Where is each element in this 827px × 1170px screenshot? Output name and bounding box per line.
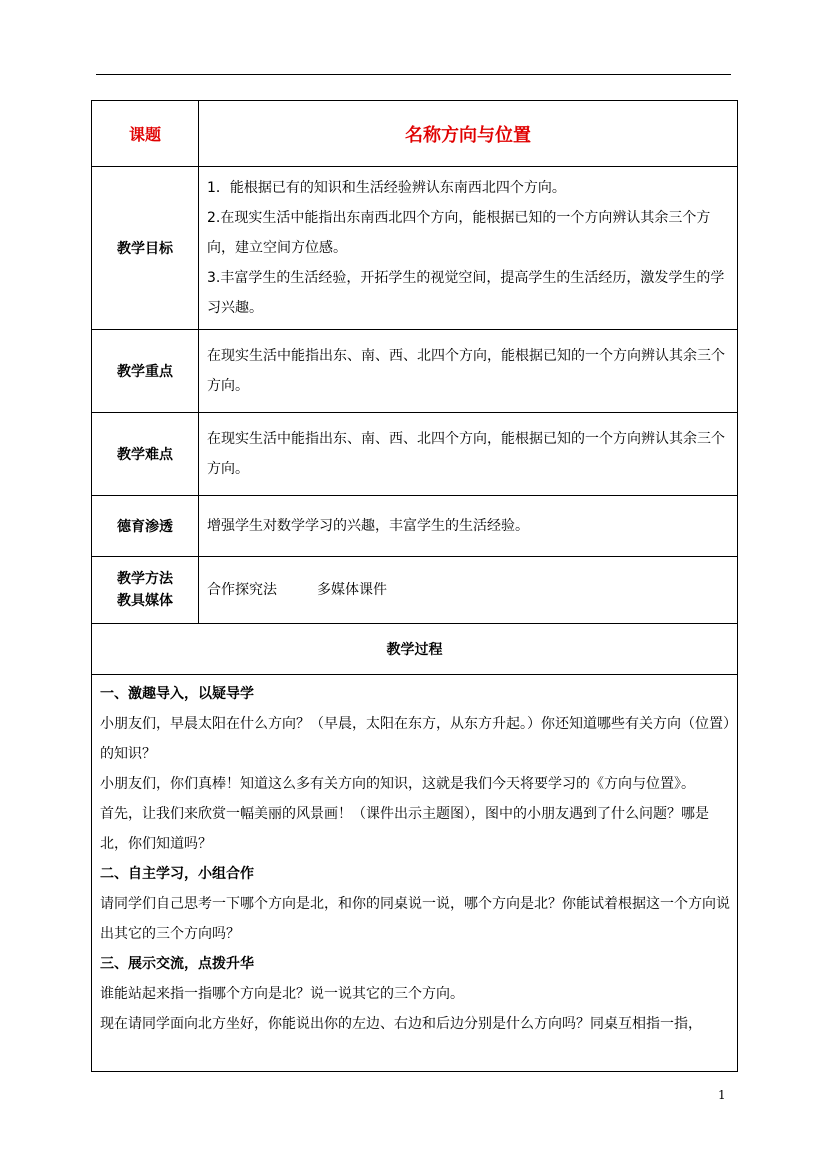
method-label: 教学方法 xyxy=(117,571,173,587)
goals-label: 教学目标 xyxy=(92,167,199,330)
goal-item: 1．能根据已有的知识和生活经验辨认东南西北四个方向。 xyxy=(207,180,566,196)
section-title: 三、展示交流，点拨升华 xyxy=(100,956,254,972)
goals-cell xyxy=(199,167,738,330)
paragraph: 现在请同学面向北方坐好，你能说出你的左边、右边和后边分别是什么方向吗？同桌互相指一指， xyxy=(100,1016,702,1032)
lesson-title: 名称方向与位置 xyxy=(199,101,738,167)
difficulty-text: 在现实生活中能指出东、南、西、北四个方向，能根据已知的一个方向辨认其余三个方向。 xyxy=(207,431,725,477)
media-text: 多媒体课件 xyxy=(317,582,387,598)
moral-label: 德育渗透 xyxy=(92,496,199,557)
paragraph: 首先，让我们来欣赏一幅美丽的风景画！（课件出示主题图），图中的小朋友遇到了什么问题？哪是北，你们知道吗？ xyxy=(100,806,709,852)
section-title: 二、自主学习，小组合作 xyxy=(100,866,254,882)
paragraph: 请同学们自己思考一下哪个方向是北，和你的同桌说一说，哪个方向是北？你能试着根据这一个方向说出其它的三个方向吗？ xyxy=(100,896,730,942)
goal-item: 2.在现实生活中能指出东南西北四个方向，能根据已知的一个方向辨认其余三个方向，建立空间方位感。 xyxy=(207,210,711,256)
method-label-cell xyxy=(92,557,199,624)
header-rule xyxy=(96,74,731,75)
paragraph: 小朋友们，你们真棒！知道这么多有关方向的知识，这就是我们今天将要学习的《方向与位置》。 xyxy=(100,776,695,792)
paragraph: 小朋友们，早晨太阳在什么方向？（早晨，太阳在东方，从东方升起。）你还知道哪些有关方向（位置）的知识？ xyxy=(100,716,730,762)
row-process-header xyxy=(92,624,738,675)
difficulty-cell xyxy=(199,413,738,496)
title-label: 课题 xyxy=(92,101,199,167)
page-number: 1 xyxy=(718,1088,726,1102)
key-points-label: 教学重点 xyxy=(92,330,199,413)
method-cell xyxy=(199,557,738,624)
process-header: 教学过程 xyxy=(92,624,738,675)
lesson-plan-table xyxy=(91,100,738,1072)
row-difficulty xyxy=(92,413,738,496)
paragraph: 谁能站起来指一指哪个方向是北？说一说其它的三个方向。 xyxy=(100,986,464,1002)
key-points-text: 在现实生活中能指出东、南、西、北四个方向，能根据已知的一个方向辨认其余三个方向。 xyxy=(207,348,725,394)
row-key-points xyxy=(92,330,738,413)
row-moral xyxy=(92,496,738,557)
row-title xyxy=(92,101,738,167)
key-points-cell xyxy=(199,330,738,413)
row-method xyxy=(92,557,738,624)
process-body xyxy=(92,675,738,1072)
row-goals xyxy=(92,167,738,330)
section-title: 一、激趣导入，以疑导学 xyxy=(100,686,254,702)
media-label: 教具媒体 xyxy=(117,593,173,609)
difficulty-label: 教学难点 xyxy=(92,413,199,496)
row-process-body xyxy=(92,675,738,1072)
moral-text: 增强学生对数学学习的兴趣，丰富学生的生活经验。 xyxy=(207,518,529,534)
goal-item: 3.丰富学生的生活经验，开拓学生的视觉空间，提高学生的生活经历，激发学生的学习兴趣。 xyxy=(207,270,725,316)
method-text: 合作探究法 xyxy=(207,582,277,598)
moral-cell xyxy=(199,496,738,557)
